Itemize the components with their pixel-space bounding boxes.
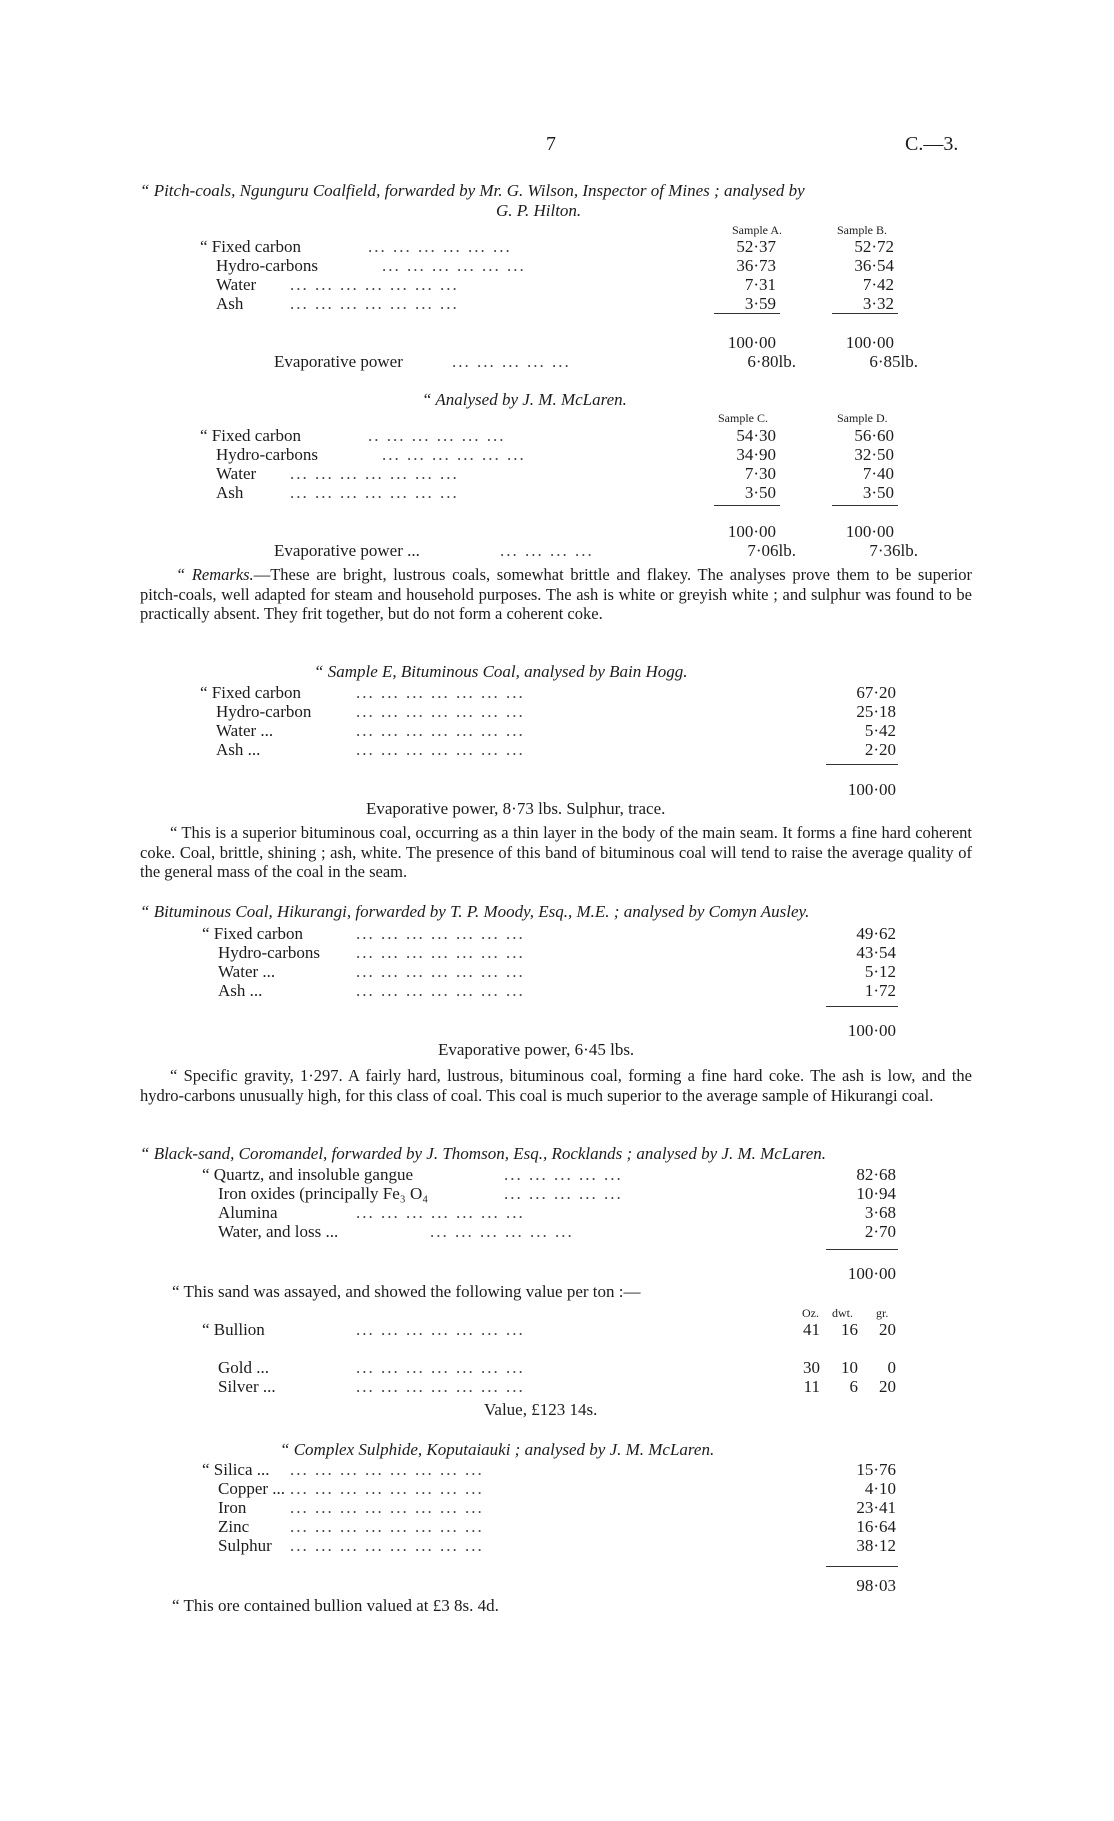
leader-dots: ... ... ... ... ... ... [430,1222,574,1241]
leader-dots: ... ... ... ... [500,541,594,560]
leader-dots: ... ... ... ... ... [504,1165,623,1184]
value-cell: 7·31 [744,275,776,294]
value-cell: 32·50 [854,445,894,464]
analysis-row-label: Ash [216,294,244,313]
unit-gr: gr. [876,1306,889,1320]
value-cell: 52·37 [736,237,776,256]
value-cell: 38·12 [856,1536,896,1555]
value-cell: 16·64 [856,1517,896,1536]
total-cell: 100·00 [847,1264,896,1283]
leader-dots: ... ... ... ... ... ... ... [356,924,525,943]
column-header-sample-a: Sample A. [732,223,782,237]
leader-dots: ... ... ... ... ... ... ... [356,683,525,702]
leader-dots: ... ... ... ... ... ... ... [356,1320,525,1339]
remarks-text: —These are bright, lustrous coals, somewhat brittle and flakey. The analyses prove them to be superior pitch-coals, well adapted for steam and household purposes. The ash is white or greyish white ; and sulphur was found to be practically absent. They frit together, but do not form a coherent coke. [140,565,972,623]
value-cell: 7·40 [862,464,894,483]
value-cell: 36·73 [736,256,776,275]
leader-dots: ... ... ... ... ... ... ... ... [290,1460,484,1479]
analysis-row-label: “ Fixed carbon [200,237,302,256]
remarks-label: “ Remarks. [176,565,254,584]
analysis-row-label: Ash [216,483,244,502]
gold-oz: 30 [803,1358,820,1377]
value-cell: 56·60 [854,426,894,445]
value-cell: 3·59 [744,294,776,313]
sum-rule [826,764,898,765]
value-cell: 3·32 [862,294,894,313]
value-cell: 10·94 [856,1184,896,1203]
total-cell: 100·00 [847,1021,896,1040]
value-cell: 7·30 [744,464,776,483]
silver-oz: 11 [803,1377,820,1396]
total-cell: 98·03 [856,1576,896,1595]
analysis-row-label: Ash ... [218,981,263,1000]
gold-gr: 0 [887,1358,896,1377]
analysis-row-label: Iron [218,1498,247,1517]
analysis-row-label: Water [216,275,257,294]
leader-dots: .. ... ... ... ... ... [368,426,506,445]
total-cell: 100·00 [727,522,776,541]
analysis-row-label: Water ... [218,962,276,981]
total-cell: 100·00 [847,780,896,799]
sulphide-heading: “ Complex Sulphide, Koputaiauki ; analysed by J. M. McLaren. [280,1440,715,1459]
leader-dots: ... ... ... ... ... ... ... ... [290,1498,484,1517]
value-cell: 54·30 [736,426,776,445]
column-header-sample-d: Sample D. [837,411,888,425]
analysis-row-label: Water, and loss ... [218,1222,339,1241]
sum-rule [826,1006,898,1007]
value-cell: 82·68 [856,1165,896,1184]
sulphide-note: “ This ore contained bullion valued at £3 8s. 4d. [172,1596,499,1615]
leader-dots: ... ... ... ... ... ... ... [356,1358,525,1377]
analysis-row-label: “ Fixed carbon [200,683,302,702]
leader-dots: ... ... ... ... ... ... ... [356,1203,525,1222]
analysis-row-label: Sulphur [218,1536,272,1555]
value-cell: 7·42 [862,275,894,294]
analysis-row-label: Water ... [216,721,274,740]
sum-rule [714,505,780,506]
evaporative-power-line: Evaporative power, 6·45 lbs. [438,1040,635,1059]
total-cell: 100·00 [845,522,894,541]
value-cell: 67·20 [856,683,896,702]
leader-dots: ... ... ... ... ... ... ... [356,962,525,981]
analysis-row-label: “ Fixed carbon [200,426,302,445]
hikurangi-heading: “ Bituminous Coal, Hikurangi, forwarded by T. P. Moody, Esq., M.E. ; analysed by Comyn Ausley. [140,902,810,921]
analysis-row-label: Hydro-carbons [216,445,318,464]
leader-dots: ... ... ... ... ... ... ... [356,943,525,962]
value-cell: 49·62 [856,924,896,943]
analysis-row-label: Water [216,464,257,483]
silver-label: Silver ... [218,1377,276,1396]
leader-dots: ... ... ... ... ... ... ... ... [290,1517,484,1536]
black-sand-heading: “ Black-sand, Coromandel, forwarded by J. Thomson, Esq., Rocklands ; analysed by J. M. McLaren. [140,1144,827,1163]
unit-dwt: dwt. [832,1306,853,1320]
hikurangi-remarks: “ Specific gravity, 1·297. A fairly hard, lustrous, bituminous coal, forming a fine hard coke. The ash is low, and the hydro-carbons unusually high, for this class of coal. This coal is much superior to the average sample of Hikurangi coal. [140,1066,972,1105]
value-cell: 2·70 [864,1222,896,1241]
analysis-row-label: Copper ... [218,1479,286,1498]
sum-rule [826,1249,898,1250]
value-cell: 15·76 [856,1460,896,1479]
pitch-coals-heading-line2: G. P. Hilton. [496,201,582,220]
page-number: 7 [546,133,556,155]
bullion-dwt: 16 [841,1320,858,1339]
value-cell: 23·41 [856,1498,896,1517]
gold-label: Gold ... [218,1358,269,1377]
analysis-row-label: “ Quartz, and insoluble gangue [202,1165,414,1184]
analysis-row-label: Hydro-carbon [216,702,312,721]
value-cell: 2·20 [864,740,896,759]
column-header-sample-c: Sample C. [718,411,768,425]
evaporative-power-value: 6·80lb. [747,352,796,371]
value-cell: 52·72 [854,237,894,256]
analysis-row-label: Ash ... [216,740,261,759]
analysis-row-label: Zinc [218,1517,250,1536]
analysis-row-label: Hydro-carbons [216,256,318,275]
sum-rule [832,505,898,506]
leader-dots: ... ... ... ... ... ... [382,256,526,275]
mclaren-heading: “ Analysed by J. M. McLaren. [422,390,627,409]
evaporative-power-label: Evaporative power ... [274,541,420,560]
value-cell: 36·54 [854,256,894,275]
bullion-label: “ Bullion [202,1320,265,1339]
silver-gr: 20 [879,1377,896,1396]
analysis-row-label: Iron oxides (principally Fe₃ O₄ [218,1184,429,1203]
column-header-sample-b: Sample B. [837,223,887,237]
sum-rule [714,313,780,314]
value-cell: 4·10 [864,1479,896,1498]
total-cell: 100·00 [845,333,894,352]
sample-e-remarks: “ This is a superior bituminous coal, occurring as a thin layer in the body of the main seam. It forms a fine hard coherent coke. Coal, brittle, shining ; ash, white. The presence of this band of bituminous coal will tend to raise the average quality of the general mass of the coal in the seam. [140,823,972,881]
value-line: Value, £123 14s. [484,1400,598,1419]
assay-intro: “ This sand was assayed, and showed the following value per ton :— [172,1282,641,1301]
total-cell: 100·00 [727,333,776,352]
leader-dots: ... ... ... ... ... [452,352,571,371]
value-cell: 3·50 [862,483,894,502]
leader-dots: ... ... ... ... ... [504,1184,623,1203]
value-cell: 43·54 [856,943,896,962]
value-cell: 34·90 [736,445,776,464]
evaporative-power-line: Evaporative power, 8·73 lbs. Sulphur, trace. [366,799,666,818]
document-reference: C.—3. [905,133,959,155]
sum-rule [832,313,898,314]
evaporative-power-value: 6·85lb. [869,352,918,371]
sum-rule [826,1566,898,1567]
pitch-coals-heading: “ Pitch-coals, Ngunguru Coalfield, forwarded by Mr. G. Wilson, Inspector of Mines ; analysed by [140,181,805,200]
remarks-paragraph [140,565,972,624]
leader-dots: ... ... ... ... ... ... ... [290,275,459,294]
leader-dots: ... ... ... ... ... ... ... [356,740,525,759]
bullion-oz: 41 [803,1320,820,1339]
value-cell: 3·68 [864,1203,896,1222]
value-cell: 25·18 [856,702,896,721]
leader-dots: ... ... ... ... ... ... ... [290,464,459,483]
evaporative-power-value: 7·36lb. [869,541,918,560]
sample-e-heading: “ Sample E, Bituminous Coal, analysed by Bain Hogg. [314,662,688,681]
silver-dwt: 6 [849,1377,858,1396]
leader-dots: ... ... ... ... ... ... ... [356,981,525,1000]
gold-dwt: 10 [841,1358,858,1377]
unit-oz: Oz. [802,1306,819,1320]
leader-dots: ... ... ... ... ... ... ... [290,294,459,313]
value-cell: 1·72 [864,981,896,1000]
analysis-row-label: Hydro-carbons [218,943,320,962]
evaporative-power-value: 7·06lb. [747,541,796,560]
evaporative-power-label: Evaporative power [274,352,403,371]
bullion-gr: 20 [879,1320,896,1339]
leader-dots: ... ... ... ... ... ... [382,445,526,464]
value-cell: 5·42 [864,721,896,740]
leader-dots: ... ... ... ... ... ... ... ... [290,1536,484,1555]
value-cell: 5·12 [864,962,896,981]
leader-dots: ... ... ... ... ... ... ... [356,1377,525,1396]
leader-dots: ... ... ... ... ... ... [368,237,512,256]
leader-dots: ... ... ... ... ... ... ... ... [290,1479,484,1498]
leader-dots: ... ... ... ... ... ... ... [356,721,525,740]
leader-dots: ... ... ... ... ... ... ... [356,702,525,721]
analysis-row-label: “ Fixed carbon [202,924,304,943]
analysis-row-label: “ Silica ... [202,1460,270,1479]
leader-dots: ... ... ... ... ... ... ... [290,483,459,502]
value-cell: 3·50 [744,483,776,502]
analysis-row-label: Alumina [218,1203,278,1222]
